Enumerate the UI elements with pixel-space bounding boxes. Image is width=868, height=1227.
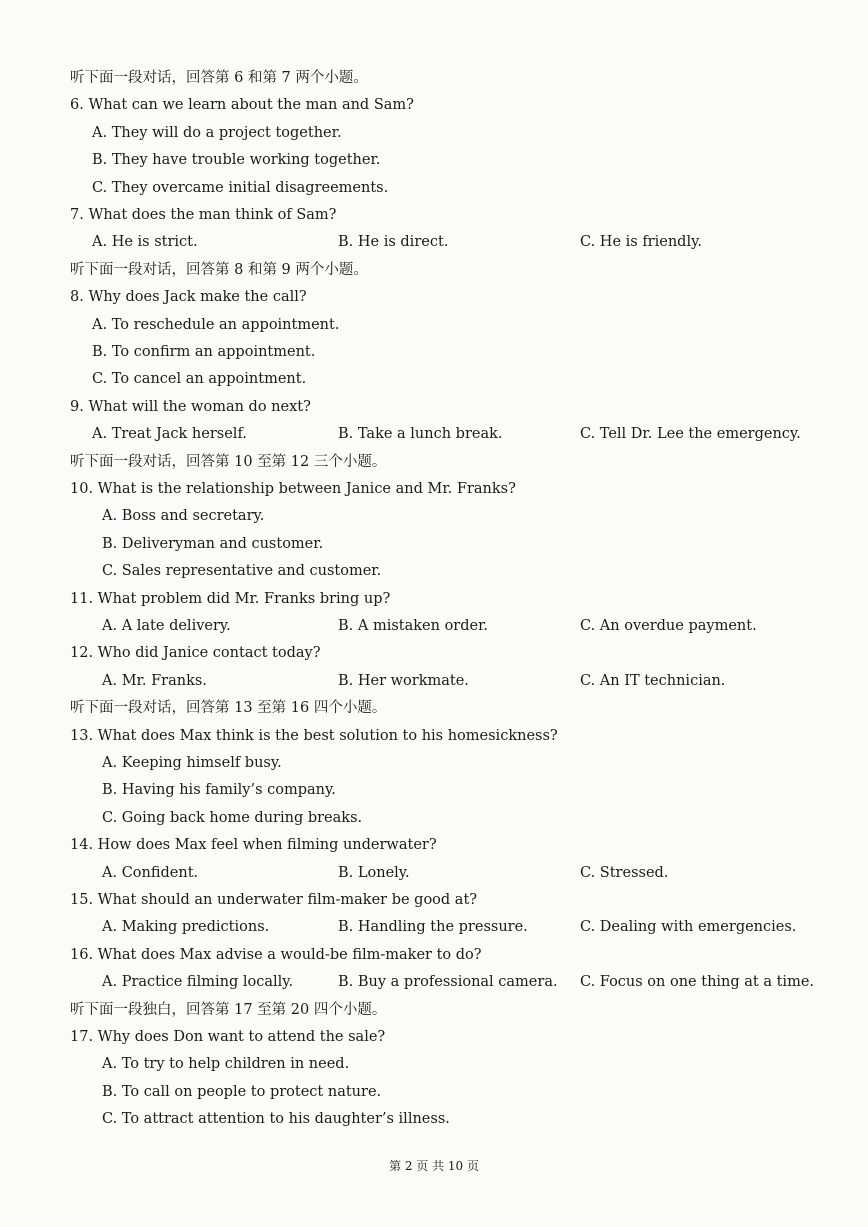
answer-option: C. Dealing with emergencies.	[580, 919, 797, 936]
answer-option: B. Having his family’s company.	[102, 782, 336, 799]
question-stem: 9. What will the woman do next?	[70, 398, 311, 415]
question-stem: 8. Why does Jack make the call?	[70, 289, 307, 306]
question-stem: 7. What does the man think of Sam?	[70, 207, 337, 223]
answer-option: C. To cancel an appointment.	[92, 371, 307, 388]
answer-option: A. Keeping himself busy.	[102, 755, 282, 771]
question-stem: 12. Who did Janice contact today?	[70, 645, 321, 662]
section-instruction: 听下面一段对话，回答第 10 至第 12 三个小题。	[70, 453, 387, 470]
question-stem: 6. What can we learn about the man and Sam?	[70, 97, 414, 114]
answer-option: B. Her workmate.	[338, 672, 469, 689]
answer-option: A. To try to help children in need.	[102, 1056, 350, 1073]
answer-option: B. They have trouble working together.	[92, 152, 381, 169]
answer-option: B. To call on people to protect nature.	[102, 1083, 382, 1100]
question-stem: 13. What does Max think is the best solution to his homesickness?	[70, 727, 558, 744]
answer-option: C. Focus on one thing at a time.	[580, 974, 815, 991]
answer-option: A. They will do a project together.	[92, 124, 342, 141]
question-stem: 14. How does Max feel when filming underwater?	[70, 837, 437, 854]
answer-option: C. Going back home during breaks.	[102, 809, 363, 826]
answer-option: B. Take a lunch break.	[338, 426, 503, 443]
answer-option: A. A late delivery.	[102, 618, 231, 634]
section-instruction: 听下面一段对话，回答第 13 至第 16 四个小题。	[70, 700, 387, 717]
answer-option: A. Making predictions.	[102, 919, 270, 936]
question-stem: 11. What problem did Mr. Franks bring up?	[70, 590, 391, 607]
section-instruction: 听下面一段独白，回答第 17 至第 20 四个小题。	[70, 1001, 387, 1018]
answer-option: A. Practice filming locally.	[102, 974, 294, 991]
question-stem: 17. Why does Don want to attend the sale?	[70, 1029, 386, 1045]
answer-option: A. He is strict.	[92, 234, 198, 251]
answer-option: B. Deliveryman and customer.	[102, 535, 324, 552]
answer-option: B. Handling the pressure.	[338, 919, 528, 936]
answer-option: A. Confident.	[102, 864, 199, 881]
answer-option: C. An IT technician.	[580, 672, 726, 689]
answer-option: C. They overcame initial disagreements.	[92, 179, 389, 196]
answer-option: C. Sales representative and customer.	[102, 563, 382, 580]
answer-option: B. A mistaken order.	[338, 618, 489, 634]
answer-option: A. To reschedule an appointment.	[92, 316, 340, 333]
answer-option: A. Mr. Franks.	[102, 672, 207, 689]
section-instruction: 听下面一段对话，回答第 6 和第 7 两个小题。	[70, 70, 368, 86]
page-footer: 第 2 页 共 10 页	[389, 1159, 479, 1173]
section-instruction: 听下面一段对话，回答第 8 和第 9 两个小题。	[70, 261, 368, 278]
answer-option: C. Tell Dr. Lee the emergency.	[580, 426, 801, 443]
answer-option: B. To confirm an appointment.	[92, 344, 316, 360]
question-stem: 16. What does Max advise a would-be film-maker to do?	[70, 946, 482, 963]
answer-option: B. He is direct.	[338, 234, 449, 251]
answer-option: B. Lonely.	[338, 864, 410, 881]
answer-option: C. He is friendly.	[580, 234, 702, 251]
answer-option: C. Stressed.	[580, 864, 669, 881]
answer-option: A. Treat Jack herself.	[92, 426, 247, 443]
answer-option: A. Boss and secretary.	[102, 508, 265, 525]
question-stem: 10. What is the relationship between Janice and Mr. Franks?	[70, 481, 516, 497]
answer-option: C. To attract attention to his daughter’s illness.	[102, 1111, 450, 1128]
question-stem: 15. What should an underwater film-maker be good at?	[70, 892, 478, 908]
answer-option: B. Buy a professional camera.	[338, 974, 558, 991]
answer-option: C. An overdue payment.	[580, 618, 757, 634]
